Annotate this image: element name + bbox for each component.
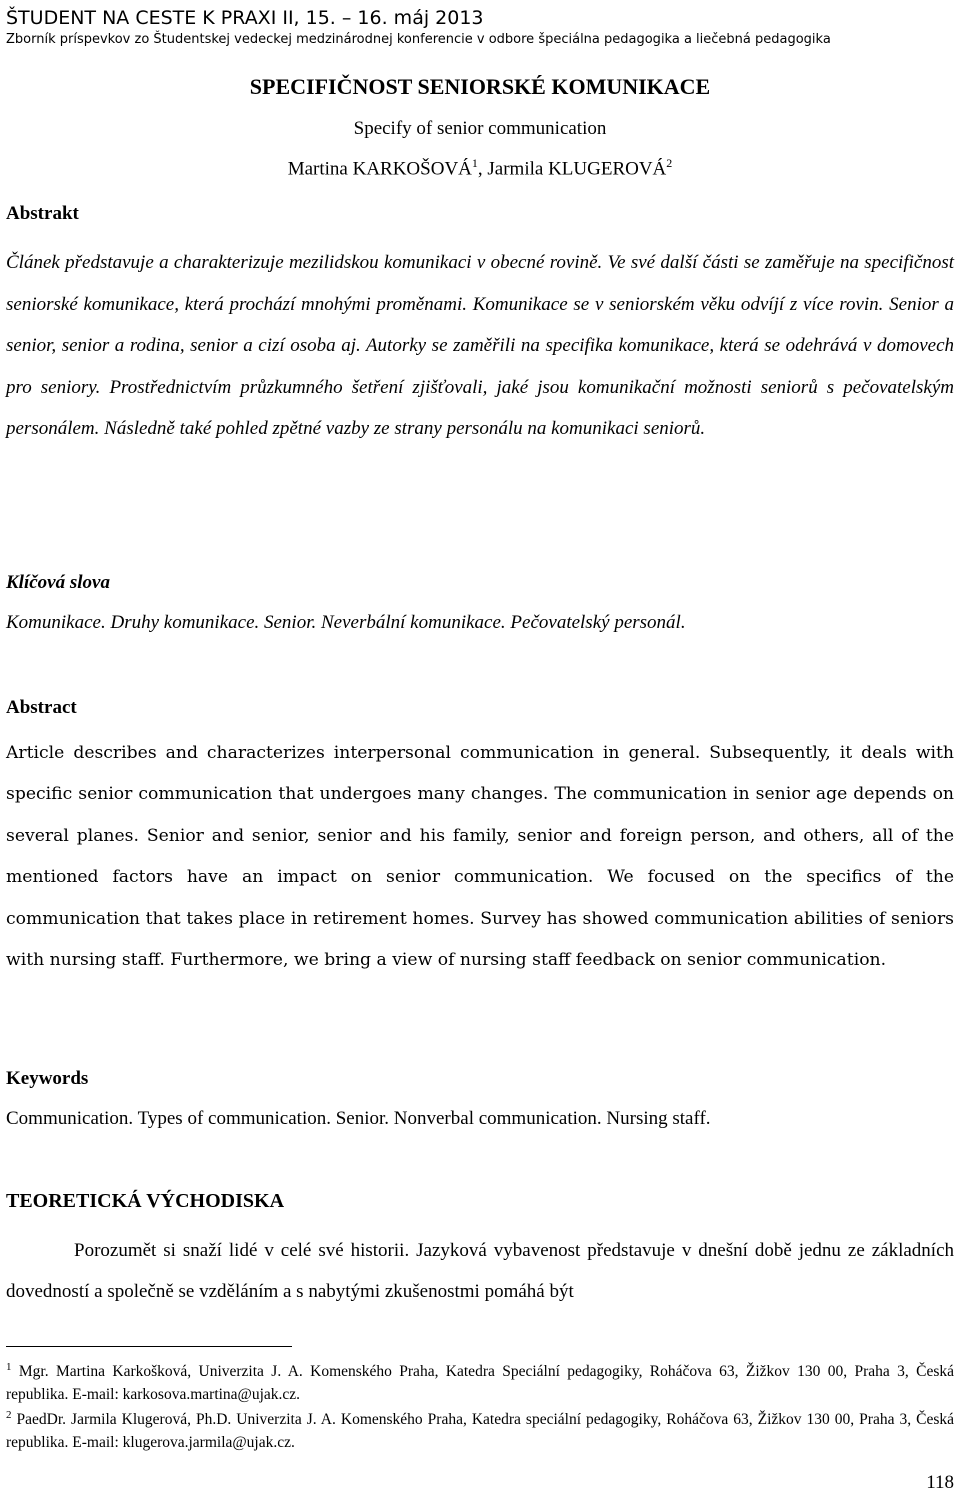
footnote-mark: 2 bbox=[666, 156, 673, 170]
abstract-body: Article describes and characterizes interpersonal communication in general. Subsequently, it deals with specific senior communication that undergoes many changes. The communication in senior age depends on several planes. Senior and senior, senior and his family, senior and foreign person, and others, all of the mentioned factors have an impact on senior communication. We focused on the specifics of the communication that takes place in retirement homes. Survey has showed communication abilities of seniors with nursing staff. Furthermore, we bring a view of nursing staff feedback on senior communication. bbox=[6, 743, 954, 971]
footnote-mark: 1 bbox=[471, 156, 478, 170]
running-head bbox=[6, 6, 831, 50]
footnote-text: PaedDr. Jarmila Klugerová, Ph.D. Univerzita J. A. Komenského Praha, Katedra speciální pedagogiky, Roháčova 63, Žižkov 130 00, Praha 3, Česká republika. E-mail: klugerova.jarmila@ujak.cz. bbox=[6, 1411, 954, 1452]
paper-title: SPECIFIČNOST SENIORSKÉ KOMUNIKACE bbox=[249, 74, 711, 99]
author-name: Jarmila KLUGEROVÁ bbox=[487, 158, 667, 180]
footnote-text: Mgr. Martina Karkošková, Univerzita J. A. Komenského Praha, Katedra Speciální pedagogiky, Roháčova 63, Žižkov 130 00, Praha 3, Česká republika. E-mail: karkosova.martina@ujak.cz. bbox=[6, 1363, 955, 1404]
keywords-en-heading: Keywords bbox=[6, 1068, 89, 1089]
author-list bbox=[0, 156, 960, 180]
author-name: Martina KARKOŠOVÁ bbox=[287, 158, 472, 180]
footnote-divider bbox=[6, 1346, 292, 1347]
abstract-heading: Abstract bbox=[6, 697, 77, 718]
keywords-cz-text: Komunikace. Druhy komunikace. Senior. Neverbální komunikace. Pečovatelský personál. bbox=[6, 612, 686, 633]
footnote-mark: 1 bbox=[6, 1361, 12, 1373]
abstrakt-heading: Abstrakt bbox=[6, 203, 79, 224]
page-number: 118 bbox=[926, 1472, 954, 1493]
footnote bbox=[6, 1356, 954, 1406]
keywords-en-text: Communication. Types of communication. Senior. Nonverbal communication. Nursing staff. bbox=[6, 1108, 711, 1129]
author-separator: , bbox=[477, 158, 488, 180]
section-heading: TEORETICKÁ VÝCHODISKA bbox=[6, 1190, 285, 1212]
keywords-cz-heading: Klíčová slova bbox=[6, 572, 110, 593]
running-head-proceedings: Zborník príspevkov zo Študentskej vedeckej medzinárodnej konferencie v odbore špeciálna pedagogika a liečebná pedagogika bbox=[6, 32, 831, 47]
abstrakt-body: Článek představuje a charakterizuje mezilidskou komunikaci v obecné rovině. Ve své další části se zaměřuje na specifičnost seniorské komunikace, která prochází mnohými proměnami. Komunikace se v seniorském věku odvíjí z více rovin. Senior a senior, senior a rodina, senior a cizí osoba aj. Autorky se zaměřili na specifika komunikace, která se odehrává v domovech pro seniory. Prostřednictvím průzkumného šetření zjišťovali, jaké jsou komunikační možnosti seniorů s pečovatelským personálem. Následně také pohled zpětné vazby ze strany personálu na komunikaci seniorů. bbox=[6, 252, 954, 440]
section-body: Porozumět si snaží lidé v celé své historii. Jazyková vybavenost představuje v dnešní době jednu ze základních dovedností a společně se vzděláním a s nabytými zkušenostmi pomáhá být bbox=[6, 1240, 954, 1302]
footnote-mark: 2 bbox=[6, 1409, 12, 1421]
running-head-conference: ŠTUDENT NA CESTE K PRAXI II, 15. – 16. máj 2013 bbox=[6, 7, 484, 29]
footnote bbox=[6, 1404, 954, 1454]
paper-subtitle: Specify of senior communication bbox=[353, 118, 607, 139]
